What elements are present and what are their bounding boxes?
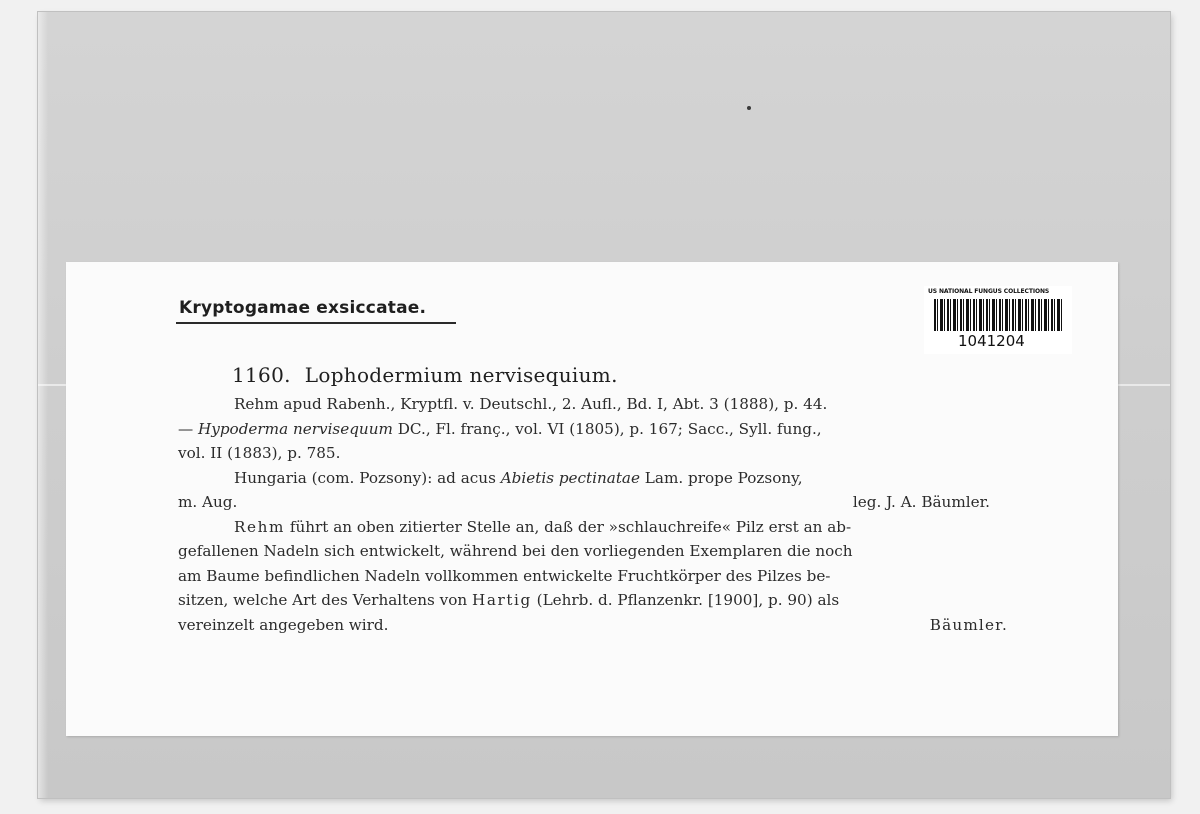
series-title: Kryptogamae exsiccatae. — [179, 298, 427, 318]
locality-text-b: Lam. prope Pozsony, — [639, 468, 803, 487]
note-line-2: gefallenen Nadeln sich entwickelt, während bei den vorliegenden Exemplaren die noch — [178, 542, 853, 560]
citation-line-2 — [178, 417, 1008, 442]
species-heading — [232, 360, 1062, 390]
note-line-1 — [178, 515, 1008, 540]
label-text — [178, 360, 1008, 637]
note-author-hartig: Hartig — [471, 591, 532, 609]
note-line-1-rest: führt an oben zitierter Stelle an, daß der »schlauchreife« Pilz erst an ab- — [285, 517, 852, 536]
specimen-label — [66, 262, 1118, 736]
barcode-icon — [934, 299, 1062, 331]
note-signature: Bäumler. — [929, 615, 1008, 634]
citation-line-3: vol. II (1883), p. 785. — [178, 444, 341, 462]
exsiccata-number: 1160. — [232, 363, 291, 387]
species-name: Lophodermium nervisequium. — [304, 363, 618, 387]
host-name: Abietis pectinatae — [500, 468, 640, 487]
series-title-underline — [176, 322, 456, 324]
note-line-4 — [178, 588, 1008, 613]
citation-line-2-rest: DC., Fl. franç., vol. VI (1805), p. 167; Sacc., Syll. fung., — [392, 419, 822, 438]
barcode-label — [924, 286, 1072, 354]
note-author-rehm: Rehm — [234, 517, 286, 536]
citation-line-1: Rehm apud Rabenh., Kryptfl. v. Deutschl., 2. Aufl., Bd. I, Abt. 3 (1888), p. 44. — [234, 395, 828, 413]
barcode-caption: US NATIONAL FUNGUS COLLECTIONS — [928, 288, 1050, 295]
barcode-number: 1041204 — [958, 332, 1025, 350]
note-line-3: am Baume befindlichen Nadeln vollkommen entwickelte Fruchtkörper des Pilzes be- — [178, 566, 831, 585]
collection-month: m. Aug. — [178, 493, 238, 511]
note-line-5-text: vereinzelt angegeben wird. — [178, 615, 389, 634]
note-line-4-a: sitzen, welche Art des Verhaltens von — [178, 591, 472, 609]
locality-line-1 — [178, 466, 1008, 491]
collector: leg. J. A. Bäumler. — [852, 493, 990, 511]
citation-dash: — — [178, 419, 199, 438]
synonym-name: Hypoderma nervisequum — [198, 419, 393, 438]
note-line-4-b: (Lehrb. d. Pflanzenkr. [1900], p. 90) als — [531, 591, 840, 609]
locality-text-a: Hungaria (com. Pozsony): ad acus — [234, 468, 501, 487]
locality-line-2 — [178, 490, 1008, 515]
note-line-5 — [178, 613, 1008, 638]
paper-speck — [747, 106, 751, 110]
envelope-edge-shade — [38, 12, 48, 798]
